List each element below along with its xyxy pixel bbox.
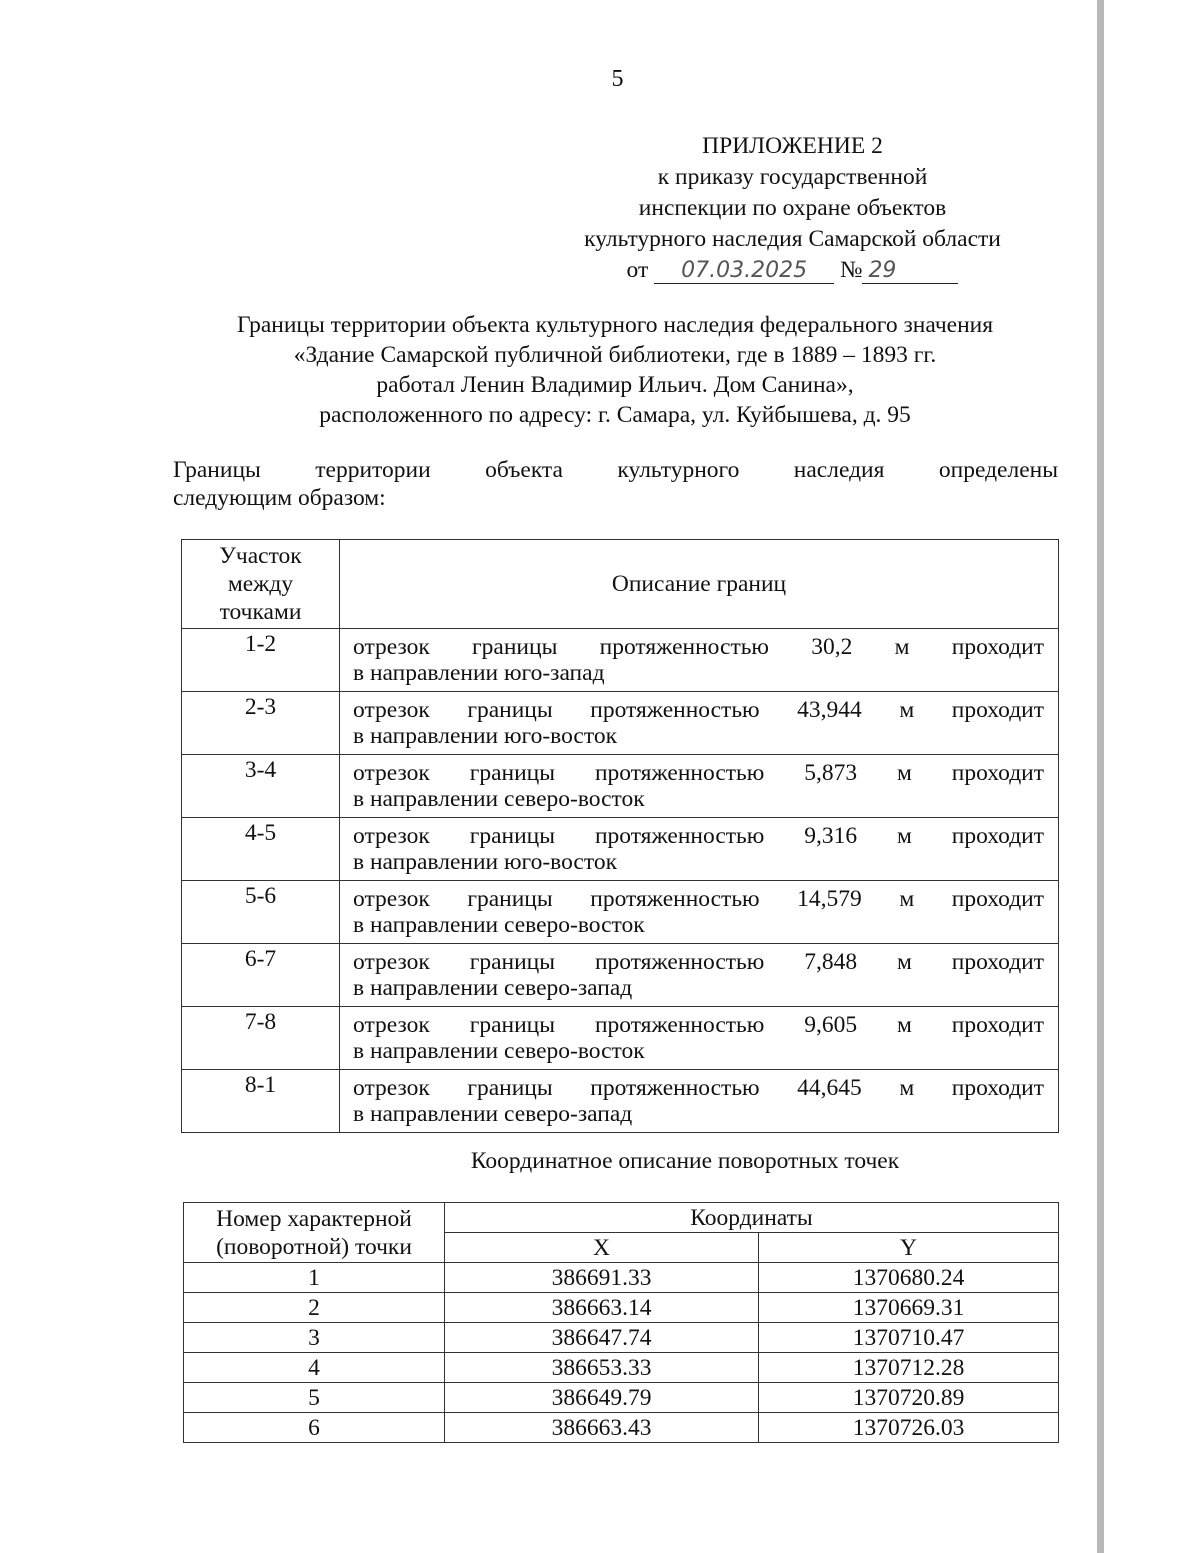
segment-cell: 6-7 <box>182 944 340 1007</box>
table-row <box>182 629 1059 692</box>
segment-header-line: точками <box>219 599 302 625</box>
boundaries-table <box>181 539 1059 1133</box>
intro-paragraph-line2: следующим образом: <box>173 485 386 511</box>
number-prefix: № <box>840 257 863 283</box>
description-cell <box>340 1070 1059 1133</box>
document-title <box>170 310 1060 430</box>
point-cell: 2 <box>184 1293 445 1323</box>
description-line: в направлении юго-запад <box>353 660 605 686</box>
table-row <box>184 1353 1059 1383</box>
page-edge <box>1097 0 1104 1553</box>
point-header-line: (поворотной) точки <box>216 1233 412 1260</box>
title-line: работал Ленин Владимир Ильич. Дом Санина», <box>376 372 854 398</box>
coordinates-section-title: Координатное описание поворотных точек <box>470 1148 900 1174</box>
appendix-header <box>540 131 1045 286</box>
table-row <box>184 1383 1059 1413</box>
table-row <box>182 818 1059 881</box>
order-date-line <box>540 255 1045 286</box>
y-cell: 1370710.47 <box>759 1323 1059 1353</box>
table-row <box>182 1070 1059 1133</box>
coordinates-table <box>183 1202 1059 1443</box>
description-cell <box>340 755 1059 818</box>
intro-paragraph-line1: Границы территории объекта культурного наследия определены <box>173 457 1058 483</box>
table-row <box>182 944 1059 1007</box>
segment-cell: 8-1 <box>182 1070 340 1133</box>
segment-cell: 4-5 <box>182 818 340 881</box>
table-header-row <box>182 540 1059 629</box>
description-line: в направлении северо-запад <box>353 975 633 1001</box>
description-line: отрезок границы протяженностью 14,579 м проходит <box>353 886 1044 912</box>
description-line: отрезок границы протяженностью 43,944 м проходит <box>353 697 1044 723</box>
segment-cell: 7-8 <box>182 1007 340 1070</box>
handwritten-number: 29 <box>868 258 897 283</box>
title-line: Границы территории объекта культурного наследия федерального значения <box>236 312 994 338</box>
point-cell: 4 <box>184 1353 445 1383</box>
x-cell: 386653.33 <box>445 1353 759 1383</box>
description-line: в направлении юго-восток <box>353 723 617 749</box>
table-row <box>184 1293 1059 1323</box>
description-cell <box>340 944 1059 1007</box>
description-line: отрезок границы протяженностью 5,873 м проходит <box>353 760 1044 786</box>
table-row <box>182 881 1059 944</box>
y-cell: 1370669.31 <box>759 1293 1059 1323</box>
segment-header <box>182 540 340 629</box>
segment-cell: 5-6 <box>182 881 340 944</box>
y-cell: 1370720.89 <box>759 1383 1059 1413</box>
date-prefix: от <box>626 257 649 283</box>
y-cell: 1370712.28 <box>759 1353 1059 1383</box>
title-line: «Здание Самарской публичной библиотеки, где в 1889 – 1893 гг. <box>293 342 937 368</box>
coordinates-header: Координаты <box>445 1203 1059 1233</box>
description-line: отрезок границы протяженностью 30,2 м проходит <box>353 634 1044 660</box>
x-cell: 386663.43 <box>445 1413 759 1443</box>
appendix-line: культурного наследия Самарской области <box>584 226 1001 252</box>
y-header: Y <box>759 1233 1059 1263</box>
description-line: в направлении северо-запад <box>353 1101 633 1127</box>
point-cell: 6 <box>184 1413 445 1443</box>
description-line: отрезок границы протяженностью 44,645 м проходит <box>353 1075 1044 1101</box>
title-line: расположенного по адресу: г. Самара, ул. Куйбышева, д. 95 <box>319 402 911 428</box>
point-cell: 1 <box>184 1263 445 1293</box>
y-cell: 1370726.03 <box>759 1413 1059 1443</box>
x-cell: 386663.14 <box>445 1293 759 1323</box>
point-number-header <box>184 1203 445 1263</box>
order-number-field <box>862 258 958 284</box>
description-cell <box>340 629 1059 692</box>
page-number: 5 <box>611 66 624 92</box>
segment-header-line: Участок <box>219 543 302 569</box>
segment-cell: 3-4 <box>182 755 340 818</box>
table-row <box>184 1413 1059 1443</box>
description-line: отрезок границы протяженностью 9,605 м проходит <box>353 1012 1044 1038</box>
x-cell: 386647.74 <box>445 1323 759 1353</box>
segment-header-line: между <box>227 571 294 597</box>
order-date-field <box>654 258 834 284</box>
description-line: отрезок границы протяженностью 9,316 м проходит <box>353 823 1044 849</box>
x-cell: 386691.33 <box>445 1263 759 1293</box>
description-line: в направлении северо-восток <box>353 786 645 812</box>
description-cell <box>340 692 1059 755</box>
segment-cell: 1-2 <box>182 629 340 692</box>
description-cell <box>340 818 1059 881</box>
handwritten-date: 07.03.2025 <box>681 258 808 283</box>
segment-cell: 2-3 <box>182 692 340 755</box>
table-row <box>182 1007 1059 1070</box>
appendix-line: инспекции по охране объектов <box>638 195 947 221</box>
table-header-row <box>184 1203 1059 1233</box>
description-cell <box>340 881 1059 944</box>
description-line: в направлении северо-восток <box>353 1038 645 1064</box>
appendix-title: ПРИЛОЖЕНИЕ 2 <box>702 133 883 159</box>
point-cell: 5 <box>184 1383 445 1413</box>
table-row <box>182 755 1059 818</box>
point-header-line: Номер характерной <box>216 1205 412 1232</box>
point-cell: 3 <box>184 1323 445 1353</box>
description-line: в направлении северо-восток <box>353 912 645 938</box>
table-row <box>182 692 1059 755</box>
x-header: X <box>445 1233 759 1263</box>
y-cell: 1370680.24 <box>759 1263 1059 1293</box>
description-cell <box>340 1007 1059 1070</box>
appendix-line: к приказу государственной <box>657 164 928 190</box>
table-row <box>184 1323 1059 1353</box>
table-row <box>184 1263 1059 1293</box>
description-line: отрезок границы протяженностью 7,848 м проходит <box>353 949 1044 975</box>
x-cell: 386649.79 <box>445 1383 759 1413</box>
description-line: в направлении юго-восток <box>353 849 617 875</box>
description-header: Описание границ <box>340 540 1059 629</box>
